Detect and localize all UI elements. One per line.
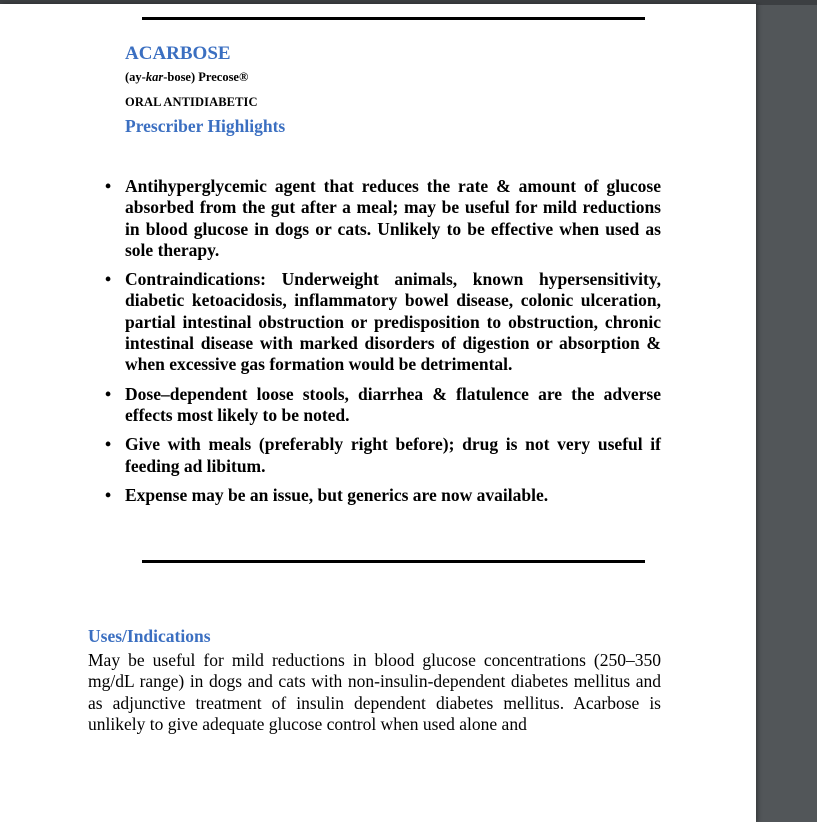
bullet-icon: •	[105, 269, 112, 290]
prescriber-highlights-title: Prescriber Highlights	[125, 116, 286, 136]
highlight-item	[105, 269, 661, 375]
bullet-icon: •	[105, 176, 112, 196]
highlight-item	[105, 485, 661, 506]
drug-name: ACARBOSE	[125, 43, 231, 64]
bullet-icon: •	[105, 484, 112, 505]
drug-pronunciation	[125, 70, 248, 85]
uses-indications-title: Uses/Indications	[88, 626, 211, 646]
highlight-text: Expense may be an issue, but generics are now available.	[125, 484, 549, 505]
uses-indications-body: May be useful for mild reductions in blood glucose concentrations (250–350 mg/dL range) in dogs and cats with non-insulin-dependent diabetes mellitus and as adjunctive treatment of insulin dependent diabetes mellitus. Acarbose is unlikely to give adequate glucose control when used alone and	[88, 650, 661, 734]
pronunciation-prefix: (ay-	[125, 70, 146, 84]
document-page	[0, 4, 756, 822]
highlight-text: Antihyperglycemic agent that reduces the rate & amount of glucose absorbed from the gut after a meal; may be useful for mild reductions in blood glucose in dogs or cats. Unlikely to be effective when used as sole therapy.	[125, 176, 661, 260]
pronunciation-suffix-brand: -bose) Precose®	[163, 70, 249, 84]
highlight-item	[105, 176, 661, 261]
bullet-icon: •	[105, 383, 112, 404]
prescriber-highlights-list	[105, 176, 661, 514]
highlight-text: Contraindications: Underweight animals, known hypersensitivity, diabetic ketoacidosis, inflammatory bowel disease, colonic ulceration, partial intestinal obstruction or predisposition to obstruction, chronic intestinal disease with marked disorders of digestion or absorption & when excessive gas formation would be detrimental.	[125, 269, 661, 375]
highlight-text: Dose–dependent loose stools, diarrhea & flatulence are the adverse effects most likely to be noted.	[125, 383, 661, 425]
bottom-divider	[142, 560, 645, 563]
pronunciation-stressed-syllable: kar	[145, 70, 164, 84]
highlight-text: Give with meals (preferably right before); drug is not very useful if feeding ad libitum.	[125, 434, 661, 476]
highlight-item	[105, 384, 661, 427]
top-divider	[142, 17, 645, 20]
highlight-item	[105, 434, 661, 477]
bullet-icon: •	[105, 434, 112, 455]
drug-class: ORAL ANTIDIABETIC	[125, 95, 258, 109]
